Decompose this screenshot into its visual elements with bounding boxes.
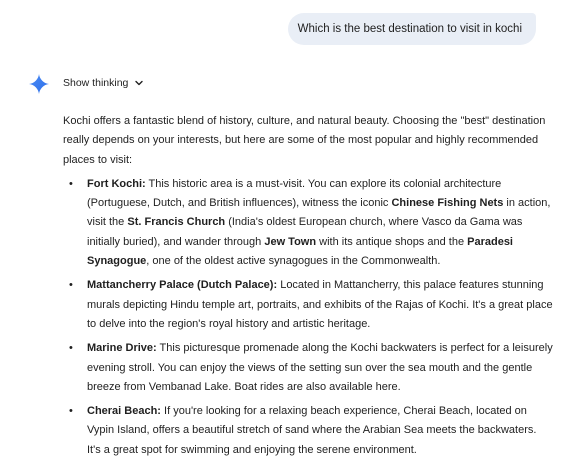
item-highlight: Paradesi Synagogue [87, 235, 513, 268]
item-highlight: Jew Town [264, 235, 317, 248]
assistant-response [63, 112, 553, 458]
item-title: Marine Drive: [87, 342, 157, 355]
bullet-icon: • [69, 177, 73, 190]
gemini-sparkle-icon [29, 74, 49, 94]
item-text: with its antique shops and the [316, 235, 468, 248]
item-title: Mattancherry Palace (Dutch Palace): [87, 279, 278, 292]
item-text: If you're looking for a relaxing beach experience, Cherai Beach, located on Vypin Island, offers a beautiful stretch of sand where the Arabian Sea meets the backwaters. It's a great spot for swimming and enjoying the serene environment. [87, 405, 537, 456]
chevron-down-icon [134, 78, 144, 88]
bullet-icon: • [69, 279, 73, 292]
show-thinking-toggle[interactable] [63, 77, 144, 89]
item-highlight: St. Francis Church [127, 216, 226, 229]
item-title: Fort Kochi: [87, 177, 146, 190]
item-text: in action, visit the [87, 197, 551, 229]
item-text: (India's oldest European church, where Vasco da Gama was initially buried), and wander through [87, 216, 523, 248]
bullet-icon: • [69, 405, 73, 418]
item-title: Cherai Beach: [87, 405, 161, 418]
list-item-cherai-beach [63, 402, 553, 458]
bullet-icon: • [69, 342, 73, 355]
user-message-bubble: Which is the best destination to visit in kochi [288, 13, 536, 45]
show-thinking-label: Show thinking [63, 77, 129, 89]
item-text: , one of the oldest active synagogues in the Commonwealth. [146, 255, 441, 268]
item-text: This picturesque promenade along the Kochi backwaters is perfect for a leisurely evening stroll. You can enjoy the views of the setting sun over the sea mouth and the gentle breeze from Vembanad Lake. Boat rides are also available here. [87, 342, 553, 393]
item-highlight: Chinese Fishing Nets [391, 197, 504, 210]
item-text: This historic area is a must-visit. You can explore its colonial architecture (Portuguese, Dutch, and British influences), witness the iconic [87, 177, 502, 210]
list-item-mattancherry-palace [63, 276, 553, 334]
response-intro: Kochi offers a fantastic blend of history, culture, and natural beauty. Choosing the "best" destination really depends on your interests, but here are some of the most popular and highly recommended places to visit: [63, 115, 546, 166]
list-item-marine-drive [63, 339, 553, 397]
item-text: Located in Mattancherry, this palace features stunning murals depicting Hindu temple art, portraits, and exhibits of the Rajas of Kochi. It's a great place to delve into the region's royal history and artistic heritage. [87, 279, 553, 330]
list-item-fort-kochi [63, 175, 553, 271]
destination-list [63, 175, 553, 458]
